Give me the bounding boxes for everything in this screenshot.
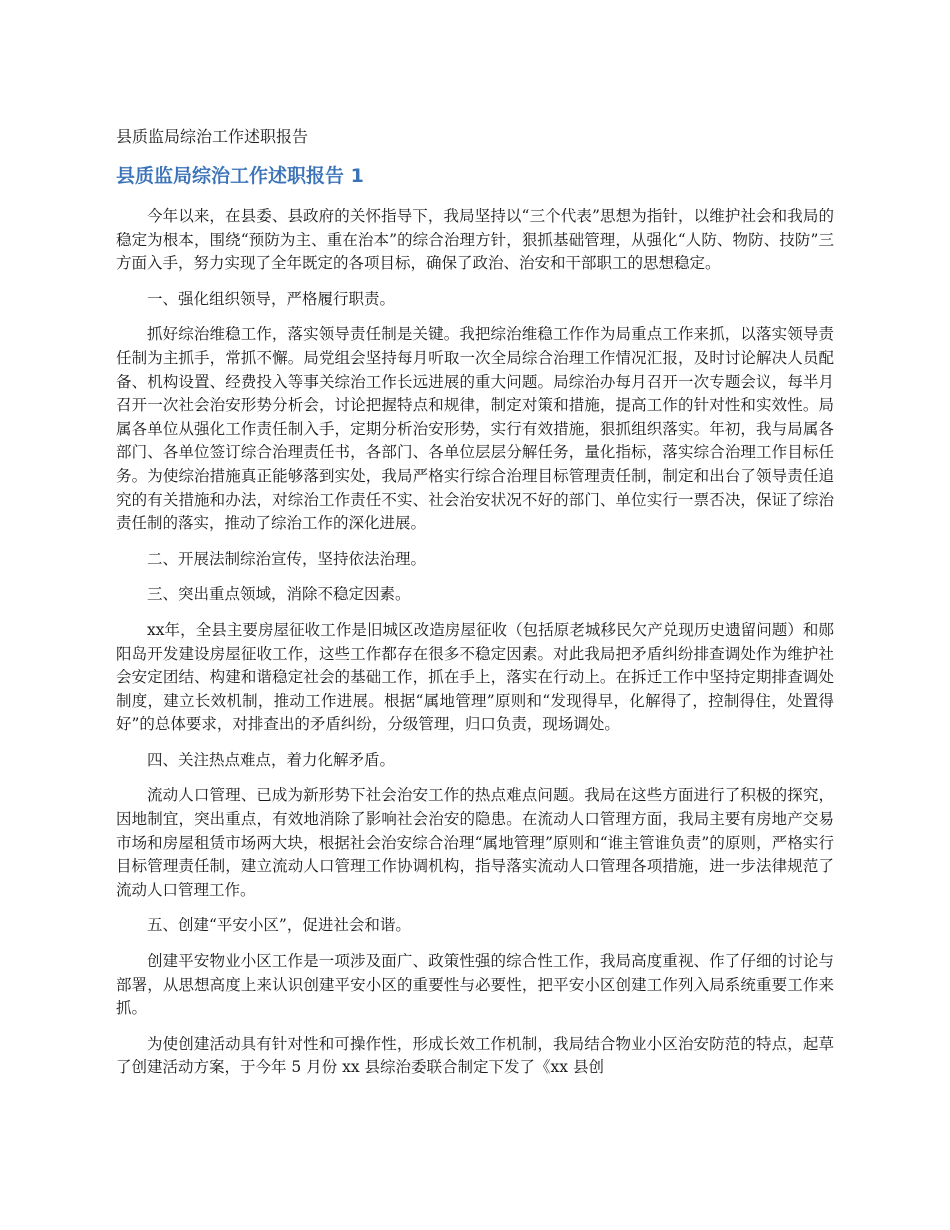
section-title-2: 二、开展法制综治宣传，坚持依法治理。	[147, 549, 427, 568]
paragraph-section-1: 抓好综治维稳工作，落实领导责任制是关键。我把综治维稳工作作为局重点工作来抓，以落实领导责任制为主抓手，常抓不懈。局党组会坚持每月听取一次全局综合治理工作情况汇报，及时讨论解决人员配备、机构设置、经费投入等事关综治工作长远进展的重大问题。局综治办每月召开一次专题会议，每半月召开一次社会治安形势分析会，讨论把握特点和规律，制定对策和措施，提高工作的针对性和实效性。局属各单位从强化工作责任制入手，定期分析治安形势，实行有效措施，狠抓组织落实。年初，我与局属各部门、各单位签订综合治理责任书，各部门、各单位层层分解任务，量化指标，落实综合治理工作目标任务。为使综治措施真正能够落到实处，我局严格实行综合治理目标管理责任制，制定和出台了领导责任追究的有关措施和办法，对综治工作责任不实、社会治安状况不好的部门、单位实行一票否决，保证了综治责任制的落实，推动了综治工作的深化进展。	[116, 325, 834, 533]
paragraph-section-3: xx年，全县主要房屋征收工作是旧城区改造房屋征收（包括原老城移民欠产兑现历史遗留问题）和郧阳岛开发建设房屋征收工作，这些工作都存在很多不稳定因素。对此我局把矛盾纠纷排查调处作为维护社会安定团结、构建和谐稳定社会的基础工作，抓在手上，落实在行动上。在拆迁工作中坚持定期排查调处制度，建立长效机制，推动工作进展。根据“属地管理”原则和“发现得早，化解得了，控制得住，处置得好”的总体要求，对排查出的矛盾纠纷，分级管理，归口负责，现场调处。	[116, 620, 834, 734]
document-body	[116, 205, 834, 1092]
section-title-5: 五、创建“平安小区”，促进社会和谐。	[147, 916, 411, 935]
paragraph-section-4: 流动人口管理、已成为新形势下社会治安工作的热点难点问题。我局在这些方面进行了积极的探究，因地制宜，突出重点，有效地消除了影响社会治安的隐患。在流动人口管理方面，我局主要有房地产交易市场和房屋租赁市场两大块，根据社会治安综合治理“属地管理”原则和“谁主管谁负责”的原则，严格实行目标管理责任制，建立流动人口管理工作协调机构，指导落实流动人口管理各项措施，进一步法律规范了流动人口管理工作。	[116, 786, 834, 899]
section-title-4: 四、关注热点难点，着力化解矛盾。	[147, 750, 396, 769]
section-heading: 县质监局综治工作述职报告 1	[116, 165, 364, 187]
section-title-3: 三、突出重点领域，消除不稳定因素。	[147, 585, 411, 604]
section-title-1: 一、强化组织领导，严格履行职责。	[147, 289, 396, 308]
paragraph-section-5b: 为使创建活动具有针对性和可操作性，形成长效工作机制，我局结合物业小区治安防范的特点，起草了创建活动方案，于今年 5 月份 xx 县综治委联合制定下发了《xx 县创	[116, 1034, 834, 1077]
document-title: 县质监局综治工作述职报告	[116, 127, 309, 146]
paragraph-intro: 今年以来，在县委、县政府的关怀指导下，我局坚持以“三个代表”思想为指针，以维护社会和我局的稳定为根本，围绕“预防为主、重在治本”的综合治理方针，狠抓基础管理，从强化“人防、物防、技防”三方面入手，努力实现了全年既定的各项目标，确保了政治、治安和干部职工的思想稳定。	[116, 207, 834, 273]
paragraph-section-5a: 创建平安物业小区工作是一项涉及面广、政策性强的综合性工作，我局高度重视、作了仔细的讨论与部署，从思想高度上来认识创建平安小区的重要性与必要性，把平安小区创建工作列入局系统重要工作来抓。	[116, 952, 834, 1018]
